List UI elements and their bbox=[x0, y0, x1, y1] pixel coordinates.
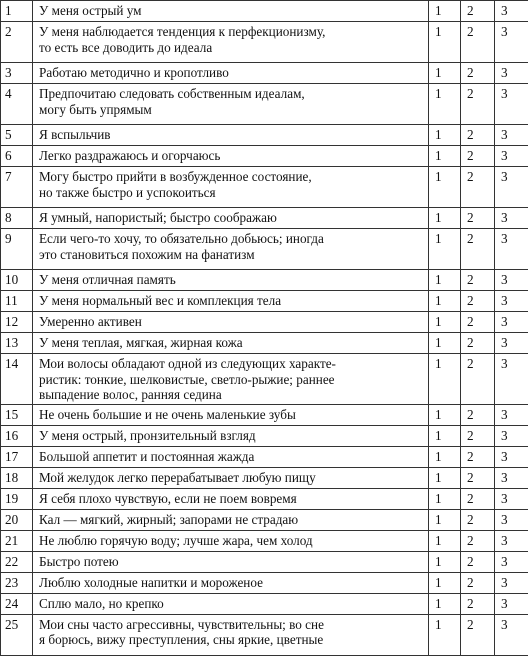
score-1: 1 bbox=[429, 509, 461, 530]
table-row bbox=[1, 446, 528, 467]
score-3: 3 bbox=[495, 425, 528, 446]
statement-text: Люблю холодные напитки и мороженое bbox=[33, 572, 429, 593]
row-number: 3 bbox=[1, 63, 33, 84]
score-3: 3 bbox=[495, 125, 528, 146]
score-1: 1 bbox=[429, 208, 461, 229]
score-3: 3 bbox=[495, 84, 528, 125]
score-2: 2 bbox=[461, 1, 495, 22]
row-number: 22 bbox=[1, 551, 33, 572]
statement-text: Мои сны часто агрессивны, чувствительны; во сне я борюсь, вижу преступления, сны яркие, цветные bbox=[33, 614, 429, 655]
row-number: 6 bbox=[1, 146, 33, 167]
table-row bbox=[1, 551, 528, 572]
table-row bbox=[1, 354, 528, 405]
statement-text: Легко раздражаюсь и огорчаюсь bbox=[33, 146, 429, 167]
score-3: 3 bbox=[495, 467, 528, 488]
score-2: 2 bbox=[461, 125, 495, 146]
score-2: 2 bbox=[461, 446, 495, 467]
score-3: 3 bbox=[495, 146, 528, 167]
score-3: 3 bbox=[495, 312, 528, 333]
row-number: 13 bbox=[1, 333, 33, 354]
score-1: 1 bbox=[429, 312, 461, 333]
statement-text: Умеренно активен bbox=[33, 312, 429, 333]
score-3: 3 bbox=[495, 530, 528, 551]
row-number: 16 bbox=[1, 425, 33, 446]
statement-text: Сплю мало, но крепко bbox=[33, 593, 429, 614]
row-number: 25 bbox=[1, 614, 33, 655]
statement-text: У меня острый, пронзительный взгляд bbox=[33, 425, 429, 446]
score-3: 3 bbox=[495, 593, 528, 614]
score-3: 3 bbox=[495, 229, 528, 270]
score-3: 3 bbox=[495, 572, 528, 593]
score-2: 2 bbox=[461, 530, 495, 551]
score-3: 3 bbox=[495, 404, 528, 425]
score-2: 2 bbox=[461, 593, 495, 614]
table-row bbox=[1, 167, 528, 208]
row-number: 18 bbox=[1, 467, 33, 488]
score-3: 3 bbox=[495, 446, 528, 467]
row-number: 8 bbox=[1, 208, 33, 229]
score-2: 2 bbox=[461, 208, 495, 229]
score-1: 1 bbox=[429, 291, 461, 312]
score-3: 3 bbox=[495, 291, 528, 312]
row-number: 15 bbox=[1, 404, 33, 425]
row-number: 1 bbox=[1, 1, 33, 22]
score-1: 1 bbox=[429, 446, 461, 467]
score-1: 1 bbox=[429, 354, 461, 405]
score-2: 2 bbox=[461, 354, 495, 405]
score-2: 2 bbox=[461, 404, 495, 425]
table-row bbox=[1, 509, 528, 530]
score-1: 1 bbox=[429, 1, 461, 22]
table-row bbox=[1, 593, 528, 614]
row-number: 19 bbox=[1, 488, 33, 509]
score-1: 1 bbox=[429, 125, 461, 146]
table-row bbox=[1, 572, 528, 593]
score-3: 3 bbox=[495, 509, 528, 530]
score-1: 1 bbox=[429, 22, 461, 63]
score-1: 1 bbox=[429, 84, 461, 125]
score-2: 2 bbox=[461, 425, 495, 446]
score-3: 3 bbox=[495, 354, 528, 405]
score-3: 3 bbox=[495, 270, 528, 291]
table-row bbox=[1, 146, 528, 167]
score-1: 1 bbox=[429, 146, 461, 167]
score-1: 1 bbox=[429, 404, 461, 425]
table-row bbox=[1, 530, 528, 551]
score-2: 2 bbox=[461, 22, 495, 63]
row-number: 24 bbox=[1, 593, 33, 614]
score-1: 1 bbox=[429, 551, 461, 572]
row-number: 5 bbox=[1, 125, 33, 146]
score-1: 1 bbox=[429, 270, 461, 291]
score-1: 1 bbox=[429, 614, 461, 655]
score-2: 2 bbox=[461, 467, 495, 488]
table-row bbox=[1, 84, 528, 125]
statement-text: У меня наблюдается тенденция к перфекционизму, то есть все доводить до идеала bbox=[33, 22, 429, 63]
score-2: 2 bbox=[461, 614, 495, 655]
table-row bbox=[1, 404, 528, 425]
statement-text: Я умный, напористый; быстро соображаю bbox=[33, 208, 429, 229]
table-row bbox=[1, 614, 528, 655]
table-row bbox=[1, 1, 528, 22]
row-number: 9 bbox=[1, 229, 33, 270]
score-2: 2 bbox=[461, 312, 495, 333]
table-row bbox=[1, 425, 528, 446]
table-row bbox=[1, 22, 528, 63]
statement-text: Не очень большие и не очень маленькие зубы bbox=[33, 404, 429, 425]
score-1: 1 bbox=[429, 530, 461, 551]
questionnaire-body bbox=[1, 1, 528, 656]
score-3: 3 bbox=[495, 333, 528, 354]
score-3: 3 bbox=[495, 1, 528, 22]
statement-text: У меня острый ум bbox=[33, 1, 429, 22]
statement-text: Кал — мягкий, жирный; запорами не страдаю bbox=[33, 509, 429, 530]
table-row bbox=[1, 63, 528, 84]
score-2: 2 bbox=[461, 488, 495, 509]
row-number: 11 bbox=[1, 291, 33, 312]
table-row bbox=[1, 208, 528, 229]
statement-text: У меня нормальный вес и комплекция тела bbox=[33, 291, 429, 312]
score-1: 1 bbox=[429, 167, 461, 208]
table-row bbox=[1, 467, 528, 488]
score-3: 3 bbox=[495, 614, 528, 655]
score-3: 3 bbox=[495, 208, 528, 229]
score-1: 1 bbox=[429, 229, 461, 270]
statement-text: Не люблю горячую воду; лучше жара, чем холод bbox=[33, 530, 429, 551]
statement-text: Мой желудок легко перерабатывает любую пищу bbox=[33, 467, 429, 488]
score-2: 2 bbox=[461, 509, 495, 530]
statement-text: Я себя плохо чувствую, если не поем вовремя bbox=[33, 488, 429, 509]
score-1: 1 bbox=[429, 425, 461, 446]
table-row bbox=[1, 312, 528, 333]
score-1: 1 bbox=[429, 467, 461, 488]
score-2: 2 bbox=[461, 167, 495, 208]
statement-text: У меня отличная память bbox=[33, 270, 429, 291]
score-3: 3 bbox=[495, 551, 528, 572]
statement-text: Работаю методично и кропотливо bbox=[33, 63, 429, 84]
score-2: 2 bbox=[461, 333, 495, 354]
row-number: 23 bbox=[1, 572, 33, 593]
statement-text: У меня теплая, мягкая, жирная кожа bbox=[33, 333, 429, 354]
score-2: 2 bbox=[461, 84, 495, 125]
table-row bbox=[1, 125, 528, 146]
row-number: 20 bbox=[1, 509, 33, 530]
score-1: 1 bbox=[429, 488, 461, 509]
table-row bbox=[1, 333, 528, 354]
row-number: 17 bbox=[1, 446, 33, 467]
score-1: 1 bbox=[429, 63, 461, 84]
statement-text: Я вспыльчив bbox=[33, 125, 429, 146]
table-row bbox=[1, 229, 528, 270]
statement-text: Предпочитаю следовать собственным идеалам, могу быть упрямым bbox=[33, 84, 429, 125]
statement-text: Могу быстро прийти в возбужденное состояние, но также быстро и успокоиться bbox=[33, 167, 429, 208]
row-number: 21 bbox=[1, 530, 33, 551]
row-number: 10 bbox=[1, 270, 33, 291]
score-2: 2 bbox=[461, 551, 495, 572]
score-2: 2 bbox=[461, 572, 495, 593]
table-row bbox=[1, 270, 528, 291]
score-3: 3 bbox=[495, 22, 528, 63]
score-1: 1 bbox=[429, 572, 461, 593]
table-row bbox=[1, 488, 528, 509]
score-3: 3 bbox=[495, 488, 528, 509]
table-row bbox=[1, 291, 528, 312]
row-number: 12 bbox=[1, 312, 33, 333]
row-number: 2 bbox=[1, 22, 33, 63]
row-number: 14 bbox=[1, 354, 33, 405]
statement-text: Быстро потею bbox=[33, 551, 429, 572]
score-2: 2 bbox=[461, 146, 495, 167]
statement-text: Мои волосы обладают одной из следующих характе- ристик: тонкие, шелковистые, светло-рыжие; раннее выпадение волос, ранняя седина bbox=[33, 354, 429, 405]
score-3: 3 bbox=[495, 167, 528, 208]
score-3: 3 bbox=[495, 63, 528, 84]
row-number: 7 bbox=[1, 167, 33, 208]
statement-text: Большой аппетит и постоянная жажда bbox=[33, 446, 429, 467]
score-2: 2 bbox=[461, 270, 495, 291]
score-1: 1 bbox=[429, 333, 461, 354]
statement-text: Если чего-то хочу, то обязательно добьюсь; иногда это становиться похожим на фанатизм bbox=[33, 229, 429, 270]
row-number: 4 bbox=[1, 84, 33, 125]
score-1: 1 bbox=[429, 593, 461, 614]
score-2: 2 bbox=[461, 63, 495, 84]
score-2: 2 bbox=[461, 229, 495, 270]
score-2: 2 bbox=[461, 291, 495, 312]
